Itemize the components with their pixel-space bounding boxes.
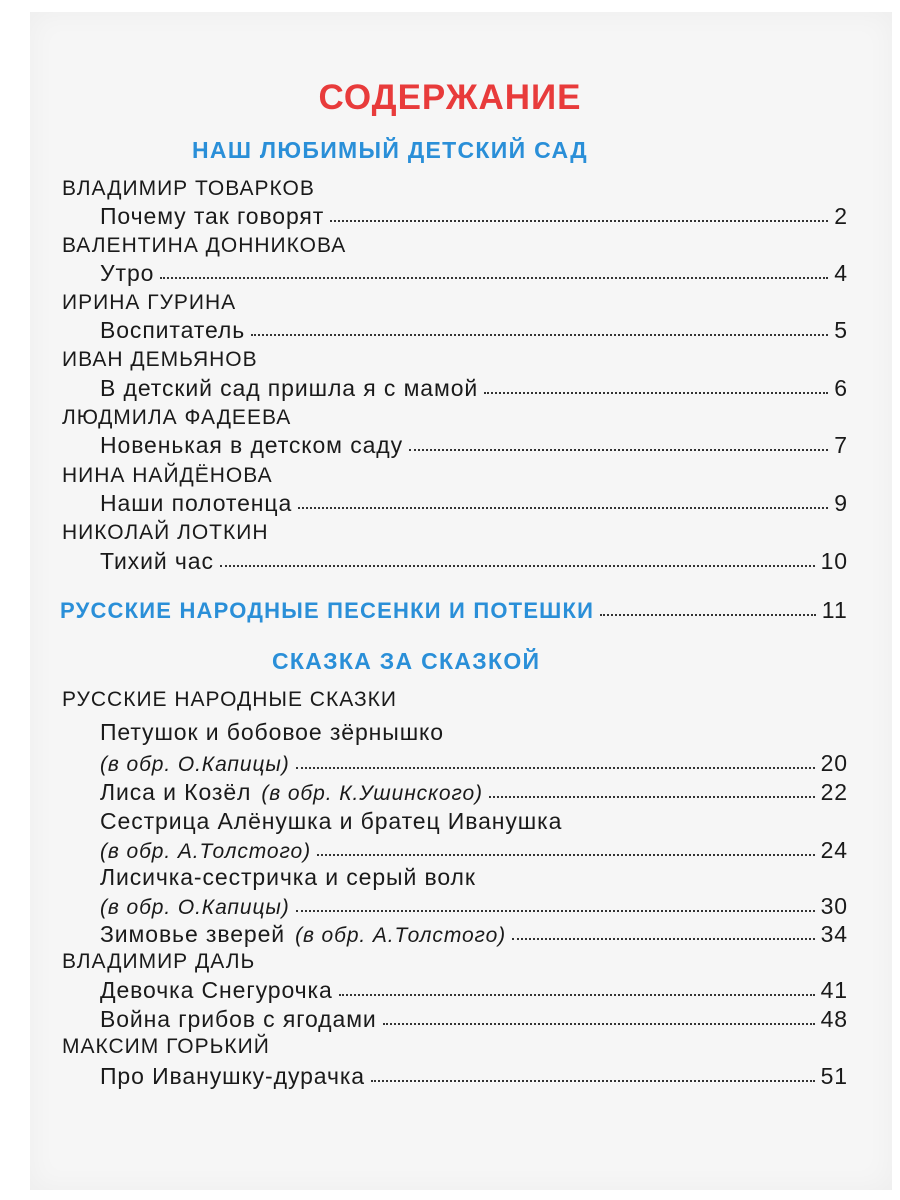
page-number: 6 xyxy=(834,375,848,401)
page-number: 7 xyxy=(834,432,848,458)
author-name: ИВАН ДЕМЬЯНОВ xyxy=(62,348,258,371)
dot-leader xyxy=(409,449,828,451)
toc-entry[interactable] xyxy=(100,977,848,1004)
author-name: НИКОЛАЙ ЛОТКИН xyxy=(62,521,269,544)
toc-entry[interactable] xyxy=(100,893,848,920)
dot-leader xyxy=(298,507,828,509)
page-number: 9 xyxy=(834,490,848,516)
author-name: ВАЛЕНТИНА ДОННИКОВА xyxy=(62,234,347,257)
page-number: 30 xyxy=(820,893,848,919)
page-number: 11 xyxy=(821,597,848,623)
entry-title: Воспитатель xyxy=(100,317,246,343)
page-number: 22 xyxy=(820,779,848,805)
page-number: 4 xyxy=(834,260,848,286)
page-number: 5 xyxy=(834,317,848,343)
page-title: СОДЕРЖАНИЕ xyxy=(318,78,582,117)
toc-entry[interactable] xyxy=(100,260,848,287)
author-name: ВЛАДИМИР ДАЛЬ xyxy=(62,950,256,973)
page-number: 2 xyxy=(834,203,848,229)
author-name: ИРИНА ГУРИНА xyxy=(62,291,237,314)
entry-title: Лисичка-сестричка и серый волк xyxy=(100,864,476,890)
toc-entry[interactable] xyxy=(100,750,848,777)
entry-title: Зимовье зверей xyxy=(100,921,286,947)
author-name: РУССКИЕ НАРОДНЫЕ СКАЗКИ xyxy=(62,688,397,711)
entry-title: Лиса и Козёл xyxy=(100,779,252,805)
toc-entry[interactable] xyxy=(100,837,848,864)
entry-title: В детский сад пришла я с мамой xyxy=(100,375,479,401)
dot-leader xyxy=(383,1023,815,1025)
entry-note: (в обр. А.Толстого) xyxy=(295,924,507,947)
entry-note: (в обр. А.Толстого) xyxy=(100,840,311,863)
dot-leader xyxy=(330,220,828,222)
dot-leader xyxy=(371,1080,815,1082)
toc-entry[interactable] xyxy=(100,203,848,230)
page-number: 48 xyxy=(820,1006,848,1032)
entry-title: Наши полотенца xyxy=(100,490,293,516)
entry-title: Тихий час xyxy=(100,548,214,574)
page-number: 41 xyxy=(820,977,848,1003)
dot-leader xyxy=(484,392,828,394)
toc-entry[interactable] xyxy=(100,432,848,459)
toc-entry[interactable] xyxy=(100,317,848,344)
entry-title: Война грибов с ягодами xyxy=(100,1006,377,1032)
dot-leader xyxy=(600,614,816,616)
section-heading-folk-songs: РУССКИЕ НАРОДНЫЕ ПЕСЕНКИ И ПОТЕШКИ xyxy=(60,598,595,623)
entry-title: Девочка Снегурочка xyxy=(100,977,333,1003)
entry-title: Утро xyxy=(100,260,155,286)
entry-title: Почему так говорят xyxy=(100,203,325,229)
toc-entry[interactable] xyxy=(100,548,848,575)
dot-leader xyxy=(489,796,815,798)
toc-entry[interactable] xyxy=(100,779,848,806)
toc-entry[interactable] xyxy=(100,921,848,948)
author-name: МАКСИМ ГОРЬКИЙ xyxy=(62,1035,270,1058)
dot-leader xyxy=(317,854,815,856)
author-name: ЛЮДМИЛА ФАДЕЕВА xyxy=(62,406,292,429)
page-number: 20 xyxy=(820,750,848,776)
dot-leader xyxy=(160,277,828,279)
author-name: НИНА НАЙДЁНОВА xyxy=(62,464,273,487)
page-number: 24 xyxy=(820,837,848,863)
dot-leader xyxy=(220,565,815,567)
entry-note: (в обр. К.Ушинского) xyxy=(261,782,483,805)
author-name: ВЛАДИМИР ТОВАРКОВ xyxy=(62,177,315,200)
dot-leader xyxy=(296,910,815,912)
page-number: 51 xyxy=(820,1063,848,1089)
toc-entry[interactable] xyxy=(100,490,848,517)
section-heading-kindergarten: НАШ ЛЮБИМЫЙ ДЕТСКИЙ САД xyxy=(192,137,588,163)
toc-entry[interactable] xyxy=(100,1006,848,1033)
toc-entry[interactable] xyxy=(100,1063,848,1090)
page-number: 34 xyxy=(820,921,848,947)
dot-leader xyxy=(339,994,815,996)
toc-entry[interactable] xyxy=(100,375,848,402)
entry-title: Сестрица Алёнушка и братец Иванушка xyxy=(100,808,563,834)
entry-title: Новенькая в детском саду xyxy=(100,432,404,458)
entry-title: Про Иванушку-дурачка xyxy=(100,1063,366,1089)
entry-note: (в обр. О.Капицы) xyxy=(100,753,290,776)
dot-leader xyxy=(512,938,815,940)
dot-leader xyxy=(296,767,815,769)
page-number: 10 xyxy=(820,548,848,574)
toc-entry-section[interactable] xyxy=(60,597,848,624)
dot-leader xyxy=(251,334,828,336)
entry-note: (в обр. О.Капицы) xyxy=(100,896,290,919)
section-heading-tales: СКАЗКА ЗА СКАЗКОЙ xyxy=(272,648,541,674)
entry-title: Петушок и бобовое зёрнышко xyxy=(100,719,444,745)
